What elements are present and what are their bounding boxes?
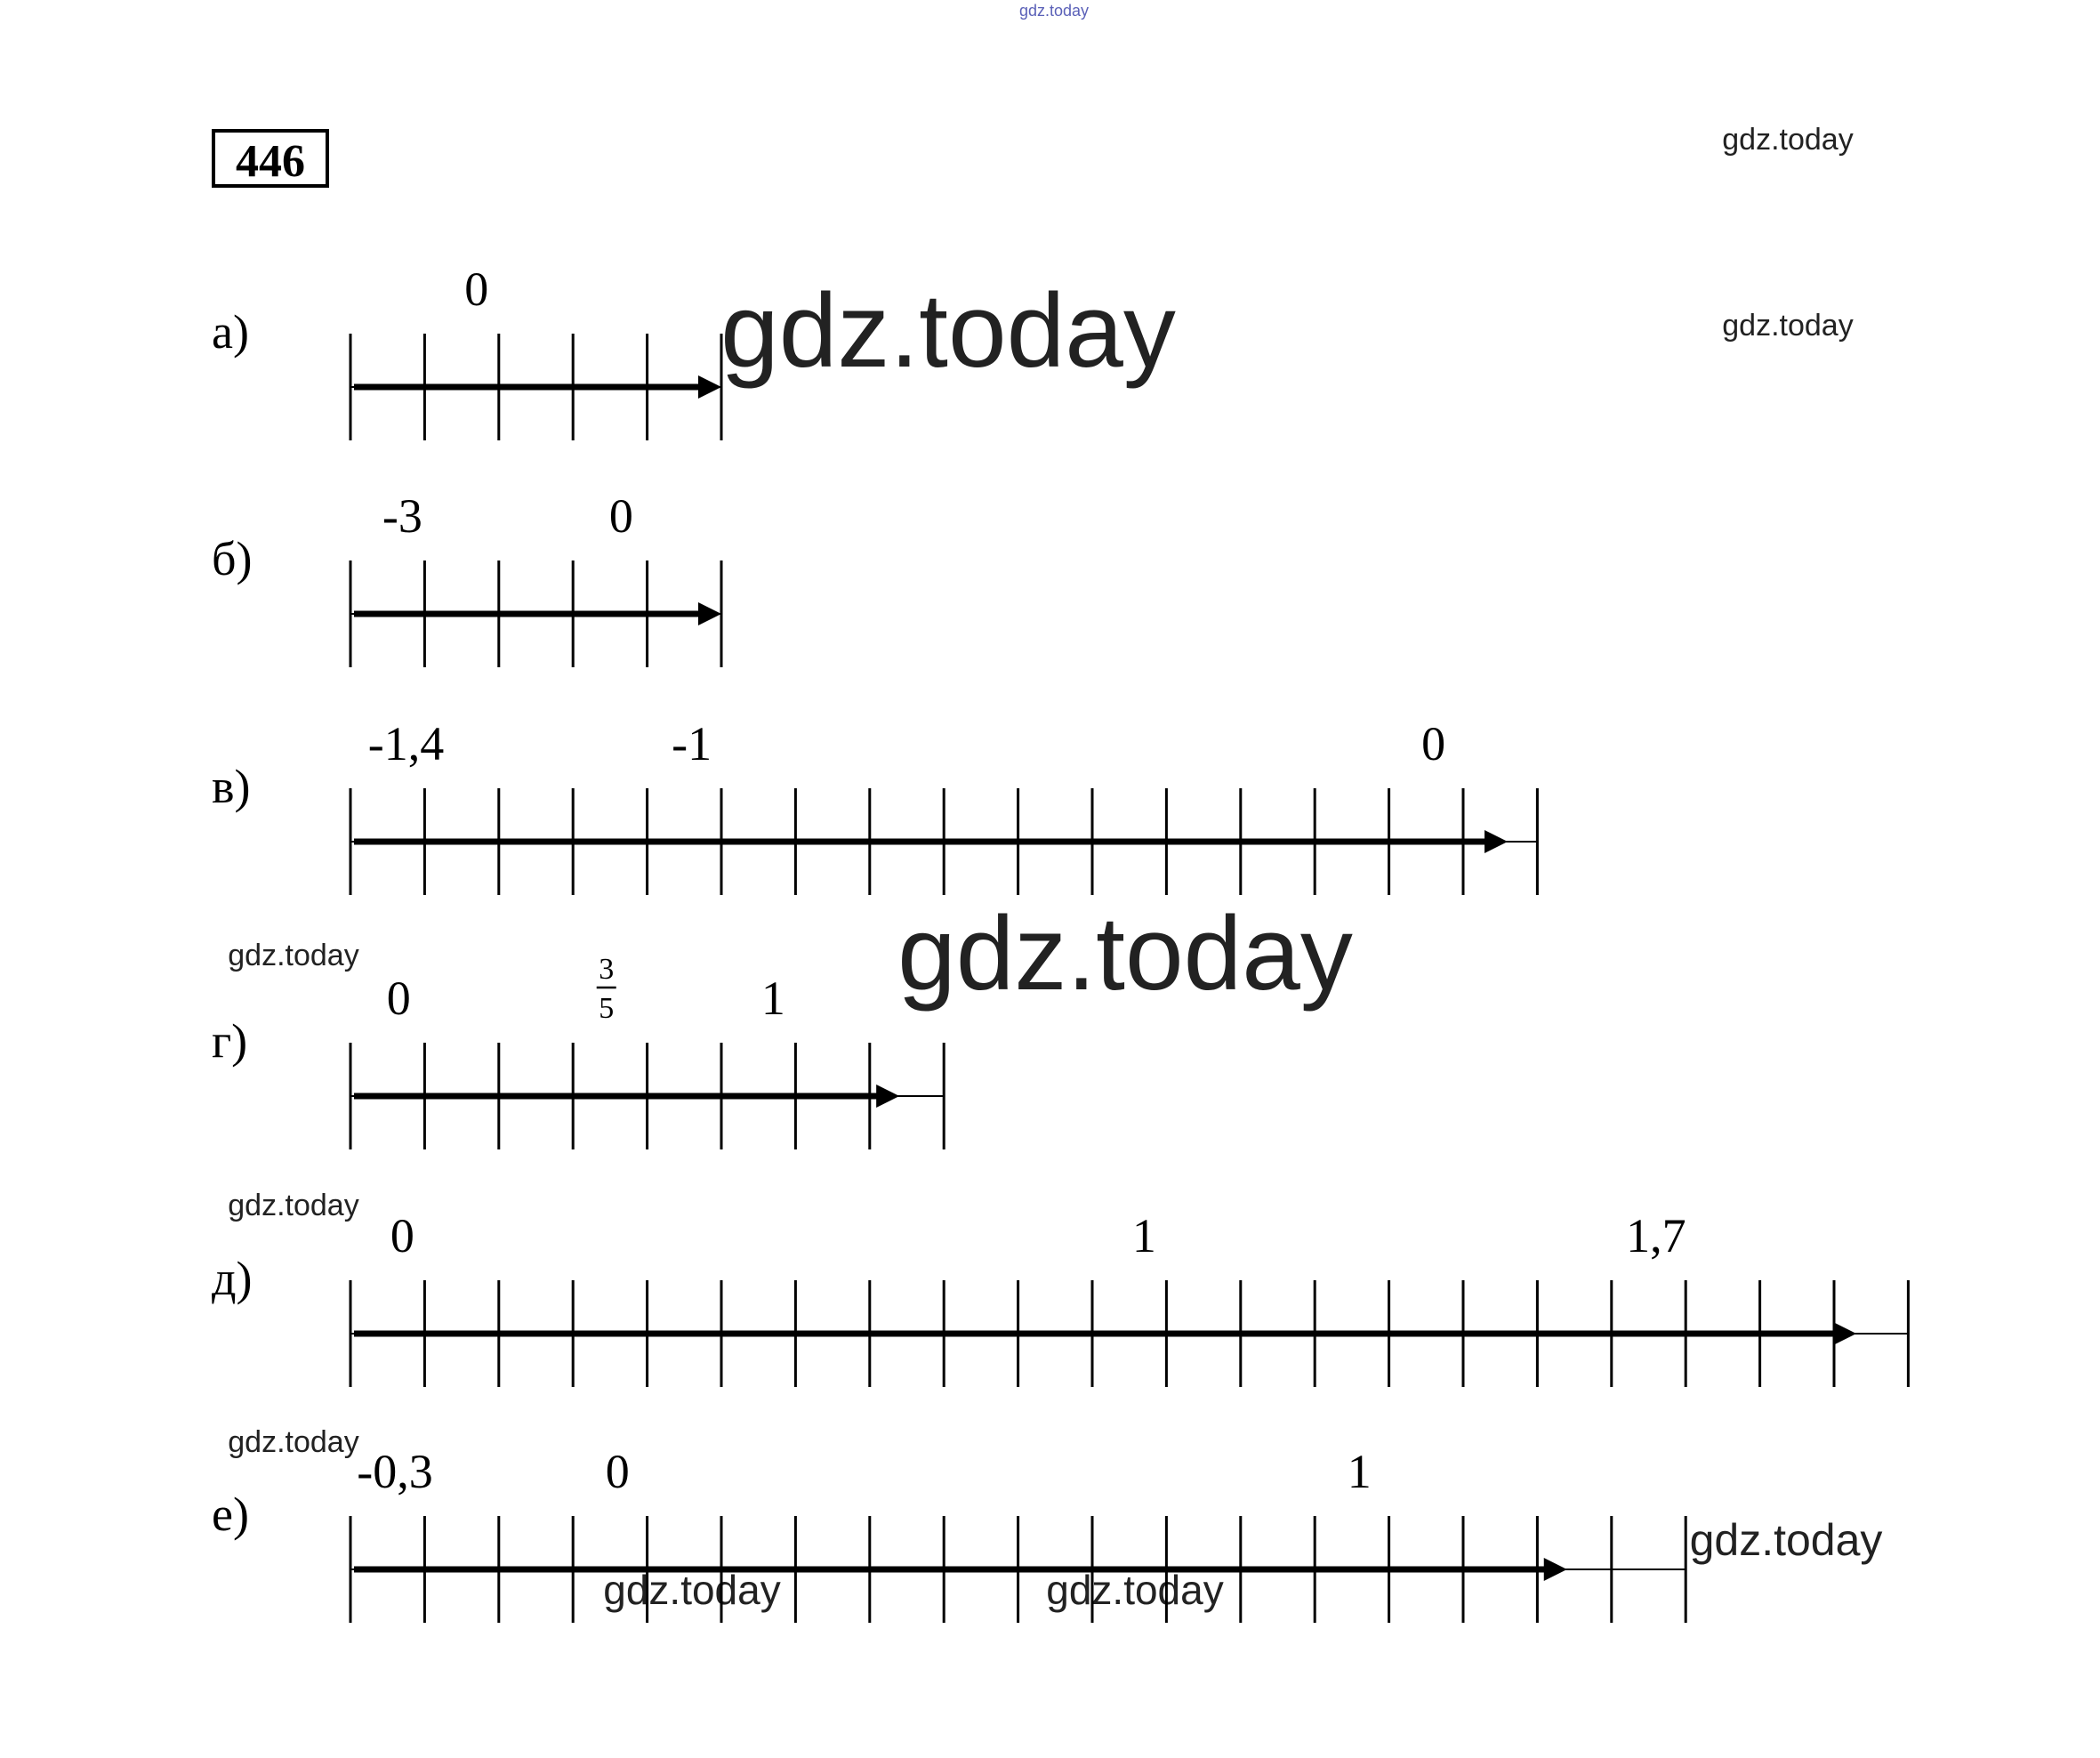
tick-label: 0 xyxy=(608,489,633,543)
item-letter: б) xyxy=(212,532,253,585)
item-letter: г) xyxy=(212,1014,248,1068)
watermark-corner-2: gdz.today xyxy=(1722,309,1854,343)
tick-label: 0 xyxy=(390,1209,414,1262)
item-letter: а) xyxy=(212,305,249,359)
watermark-large-2: gdz.today xyxy=(897,895,1353,1012)
tick-label: 0 xyxy=(386,972,411,1025)
number-line xyxy=(212,717,1537,895)
item-letter: е) xyxy=(212,1488,249,1541)
tick-label: 0 xyxy=(1421,717,1446,770)
fraction-label xyxy=(597,953,616,1025)
problem-number: 446 xyxy=(236,136,305,187)
watermark-bottom-1: gdz.today xyxy=(603,1567,781,1613)
tick-label: 1 xyxy=(1131,1209,1156,1262)
item-letter: д) xyxy=(212,1252,253,1305)
watermark-corner-1: gdz.today xyxy=(1722,123,1854,157)
number-line xyxy=(212,1209,1908,1387)
axis-arrowhead xyxy=(1544,1558,1567,1581)
tick-label: 0 xyxy=(464,262,489,316)
tick-label: 1 xyxy=(1347,1445,1372,1498)
tick-label: 0 xyxy=(605,1445,630,1498)
watermark-bottom-2: gdz.today xyxy=(1046,1567,1224,1613)
number-line xyxy=(212,953,944,1149)
axis-arrowhead xyxy=(698,375,721,399)
tick-label: -1,4 xyxy=(367,717,445,770)
fraction-numerator: 3 xyxy=(599,953,615,986)
axis-arrowhead xyxy=(1833,1322,1856,1345)
tick-label: 1,7 xyxy=(1626,1209,1686,1262)
watermark-left-e: gdz.today xyxy=(228,1425,359,1459)
number-line xyxy=(212,489,721,667)
tick-label: -1 xyxy=(672,717,712,770)
watermark-left-d: gdz.today xyxy=(228,1189,359,1222)
axis-arrowhead xyxy=(876,1085,899,1108)
tick-label: 1 xyxy=(760,972,785,1025)
number-line xyxy=(212,262,721,440)
fraction-denominator: 5 xyxy=(599,992,615,1025)
tick-label: -0,3 xyxy=(357,1445,433,1498)
axis-arrowhead xyxy=(698,602,721,625)
watermark-bottom-right: gdz.today xyxy=(1689,1515,1883,1565)
watermark-large-1: gdz.today xyxy=(720,272,1176,390)
item-letter: в) xyxy=(212,760,251,813)
axis-arrowhead xyxy=(1484,830,1508,853)
watermark-top: gdz.today xyxy=(1018,2,1090,20)
watermark-left-g: gdz.today xyxy=(228,939,359,972)
tick-label: -3 xyxy=(382,489,422,543)
number-line xyxy=(212,1445,1686,1623)
